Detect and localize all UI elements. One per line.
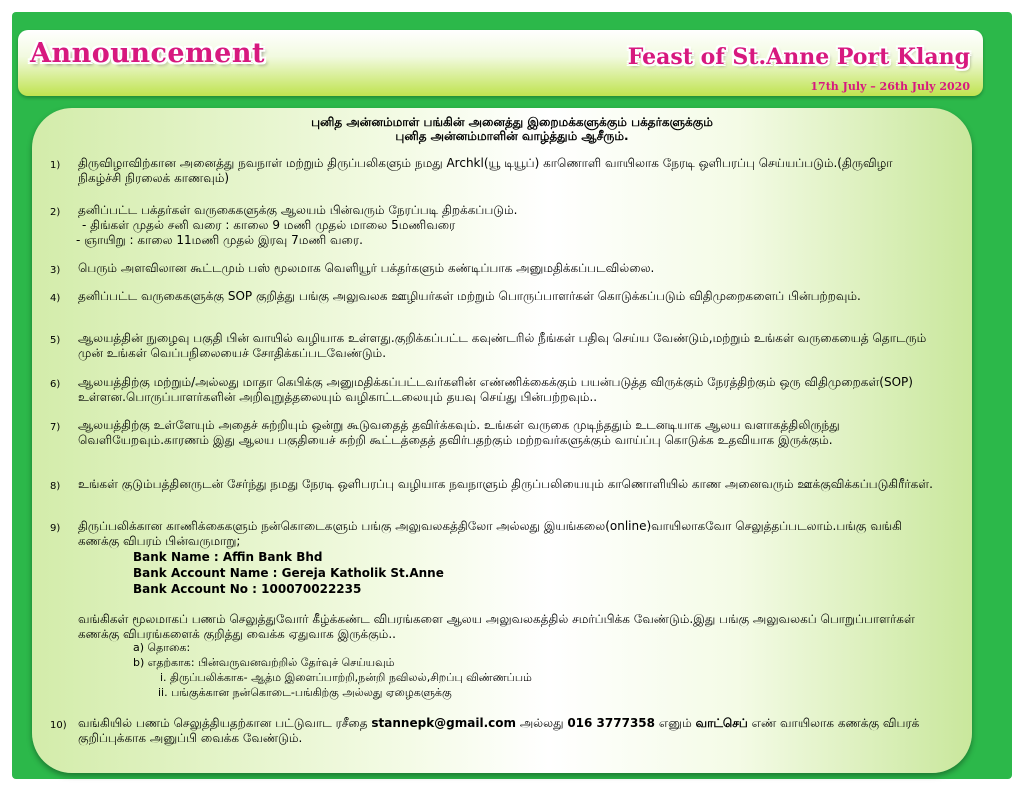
item-number: 10) bbox=[50, 720, 67, 731]
item-sub-line: - ஞாயிறு : காலை 11மணி முதல் இரவு 7மணி வரை. bbox=[76, 233, 363, 247]
transfer-point-i: i. திருப்பலிக்காக- ஆத்ம இளைப்பாற்றி,நன்றி நவிலல்,சிறப்பு விண்ணப்பம் bbox=[160, 671, 532, 684]
transfer-point-ii: ii. பங்குக்கான நன்கொடை-பங்கிற்கு அல்லது ஏழைகளுக்கு bbox=[158, 686, 452, 699]
phone-number: 016 3777358 bbox=[567, 716, 655, 730]
item-text: பெரும் அளவிலான கூட்டமும் பஸ் மூலமாக வெளியூர் பக்தர்களும் கண்டிப்பாக அனுமதிக்கப்படவில்லை. bbox=[78, 261, 655, 275]
item-text-part: எண் வாயிலாக கணக்கு விபரக் குறிப்புக்காக அனுப்பி வைக்க வேண்டும். bbox=[78, 716, 920, 745]
whatsapp-label: வாட்செப் bbox=[695, 716, 748, 730]
bank-name: Bank Name : Affin Bank Bhd bbox=[133, 550, 323, 564]
transfer-note-text: வங்கிகள் மூலமாகப் பணம் செலுத்துவோர் கீழ்க்கண்ட விபரங்களை ஆலய அலுவலகத்தில் சமர்ப்பிக்க வேண்டும்.இது பங்கு அலுவலகப் பொறுப்பாளர்கள் கணக்கு விபரங்களைக் குறித்து வைக்க ஏதுவாக இருக்கும்.. bbox=[78, 612, 915, 641]
item-text: திருப்பலிக்கான காணிக்கைகளும் நன்கொடைகளும் பங்கு அலுவலகத்திலோ அல்லது இயங்கலை(online)வாயிலாகவோ செலுத்தப்படலாம்.பங்கு வங்கி கணக்கு விபரம் பின்வருமாறு; bbox=[78, 519, 903, 548]
item-number: 8) bbox=[50, 481, 61, 492]
email-address: stannepk@gmail.com bbox=[371, 716, 517, 730]
item-text: திருவிழாவிற்கான அனைத்து நவநாள் மற்றும் திருப்பலிகளும் நமது Archkl(யூ டியூப்) காணொளி வாயிலாக நேரடி ஒளிபரப்பு செய்யப்படும்.(திருவிழா நிகழ்ச்சி நிரலைக் காணவும்) bbox=[78, 156, 893, 185]
item-text: தனிப்பட்ட பக்தர்கள் வருகைகளுக்கு ஆலயம் பின்வரும் நேரப்படி திறக்கப்படும். bbox=[78, 203, 518, 217]
item-number: 4) bbox=[50, 293, 61, 304]
feast-title: Feast of St.Anne Port Klang bbox=[627, 44, 970, 70]
item-text-part: வங்கியில் பணம் செலுத்தியதற்கான பட்டுவாட ரசீதை bbox=[78, 716, 372, 730]
item-text: தனிப்பட்ட வருகைகளுக்கு SOP குறித்து பங்கு அலுவலக ஊழியர்கள் மற்றும் பொருப்பாளர்கள் கொடுக்கப்படும் விதிமுறைகளைப் பின்பற்றவும். bbox=[78, 289, 861, 303]
announcement-title: Announcement bbox=[30, 38, 265, 69]
item-sub-line: - திங்கள் முதல் சனி வரை : காலை 9 மணி முதல் மாலை 5மணிவரை bbox=[82, 218, 456, 232]
item-number: 9) bbox=[50, 523, 61, 534]
item-number: 6) bbox=[50, 379, 61, 390]
item-number: 7) bbox=[50, 422, 61, 433]
item-text: ஆலயத்திற்கு உள்ளேயும் அதைச் சுற்றியும் ஒன்று கூடுவதைத் தவிர்க்கவும். உங்கள் வருகை முடிந்ததும் உடனடியாக ஆலய வளாகத்திலிருந்து வெளியேறவும்.காரணம் இது ஆலய பகுதியைச் சுற்றி கூட்டத்தைத் தவிர்பதற்கும் மற்றவர்களுக்கும் வாய்ப்பு கொடுக்க உதவியாக இருக்கும். bbox=[78, 418, 840, 447]
transfer-point-b: b) எதற்காக: பின்வருவனவற்றில் தேர்வுச் செய்யவும் bbox=[133, 656, 395, 669]
intro-line-2: புனித அன்னம்மாளின் வாழ்த்தும் ஆசீரும். bbox=[395, 129, 629, 143]
transfer-point-a: a) தொகை: bbox=[133, 641, 191, 654]
item-text bbox=[78, 716, 935, 746]
item-number: 1) bbox=[50, 160, 61, 171]
item-text-part: அல்லது bbox=[516, 716, 568, 730]
item-text: ஆலயத்திற்கு மற்றும்/அல்லது மாதா கெபிக்கு அனுமதிக்கப்பட்டவர்களின் எண்ணிக்கைக்கும் பயன்படுத்த விருக்கும் நேரத்திற்கும் ஒரு விதிமுறைகள்(SOP) உள்ளன.பொருப்பாளர்களின் அறிவுறுத்தலையும் வழிகாட்டலையும் தயவு செய்து பின்பற்றவும்.. bbox=[78, 375, 913, 404]
item-text: உங்கள் குடும்பத்தினருடன் சேர்ந்து நமது நேரடி ஒளிபரப்பு வழியாக நவநாளும் திருப்பலியையும் காணொளியில் காண அனைவரும் ஊக்குவிக்கப்படுகிரீர்கள். bbox=[78, 477, 933, 491]
bank-account-name: Bank Account Name : Gereja Katholik St.Anne bbox=[133, 566, 444, 580]
item-text: ஆலயத்தின் நுழைவு பகுதி பின் வாயில் வழியாக உள்ளது.குறிக்கப்பட்ட கவுண்டரில் நீங்கள் பதிவு செய்ய வேண்டும்,மற்றும் உங்கள் வருகையைத் தொடரும் முன் உங்கள் வெப்பநிலையைச் சோதிக்கப்படவேண்டும். bbox=[78, 331, 927, 360]
item-number: 5) bbox=[50, 335, 61, 346]
item-number: 2) bbox=[50, 207, 61, 218]
feast-dates: 17th July – 26th July 2020 bbox=[810, 80, 970, 93]
bank-account-number: Bank Account No : 100070022235 bbox=[133, 582, 362, 596]
intro-line-1: புனித அன்னம்மாள் பங்கின் அனைத்து இறைமக்களுக்கும் பக்தர்களுக்கும் bbox=[311, 115, 713, 129]
item-number: 3) bbox=[50, 265, 61, 276]
item-text-part: எனும் bbox=[655, 716, 696, 730]
